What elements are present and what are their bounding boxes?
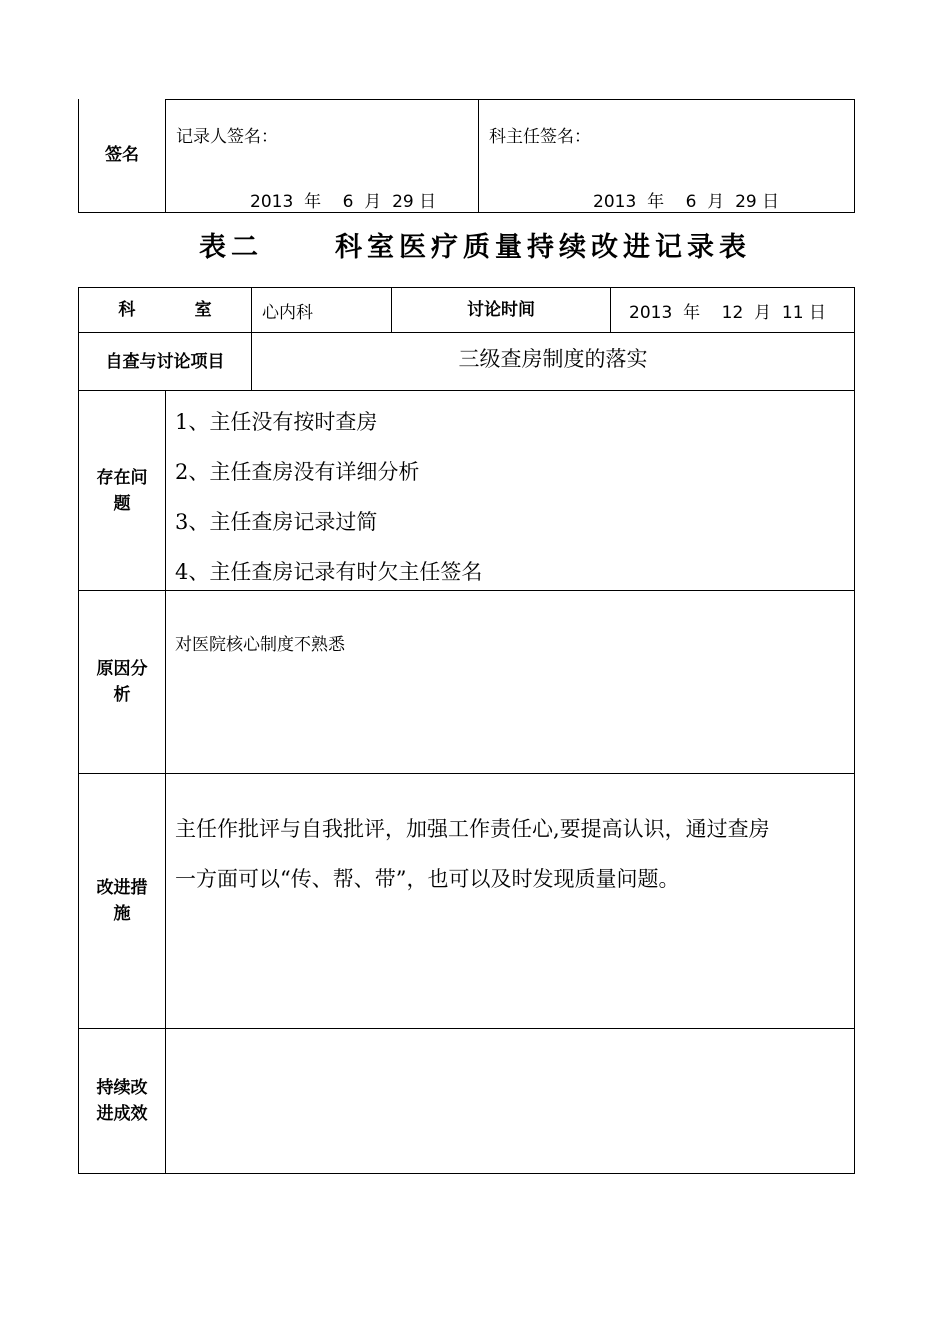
topic-value: 三级查房制度的落实 bbox=[458, 347, 648, 371]
effect-label-text: 持续改进成效 bbox=[96, 1078, 148, 1124]
effect-label bbox=[79, 1029, 165, 1173]
measures-label bbox=[79, 774, 165, 1028]
list-item: 1、主任没有按时查房 bbox=[175, 410, 378, 434]
list-item: 3、主任查房记录过简 bbox=[175, 510, 378, 534]
list-item: 4、主任查房记录有时欠主任签名 bbox=[175, 560, 483, 584]
problems-label-text: 存在问题 bbox=[96, 467, 148, 514]
dept-label: 科 室 bbox=[118, 300, 212, 320]
measures-label-text: 改进措施 bbox=[96, 878, 148, 924]
problems-label bbox=[79, 391, 165, 590]
signature-label: 签名 bbox=[105, 145, 139, 165]
director-signature-date: 2013 年 6 月 29 日 bbox=[593, 192, 780, 212]
list-item: 2、主任查房没有详细分析 bbox=[175, 460, 420, 484]
recorder-signature-label: 记录人签名： bbox=[176, 127, 278, 147]
cause-value: 对医院核心制度不熟悉 bbox=[175, 635, 345, 655]
cause-label-text: 原因分析 bbox=[96, 659, 148, 705]
discussion-time-value: 2013 年 12 月 11 日 bbox=[629, 303, 826, 323]
cause-label bbox=[79, 591, 165, 773]
recorder-signature-date: 2013 年 6 月 29 日 bbox=[250, 192, 437, 212]
director-signature-label: 科主任签名： bbox=[489, 127, 591, 147]
problems-list bbox=[175, 397, 845, 587]
page-title: 表二 科室医疗质量持续改进记录表 bbox=[199, 231, 751, 263]
discussion-time-label: 讨论时间 bbox=[467, 300, 535, 320]
measures-line: 一方面可以“传、帮、带”，也可以及时发现质量问题。 bbox=[175, 867, 680, 891]
measures-text bbox=[175, 804, 851, 904]
measures-line: 主任作批评与自我批评，加强工作责任心,要提高认识，通过查房 bbox=[175, 817, 770, 841]
effect-value bbox=[175, 1040, 845, 1160]
dept-value: 心内科 bbox=[262, 303, 313, 323]
topic-label: 自查与讨论项目 bbox=[105, 351, 225, 372]
